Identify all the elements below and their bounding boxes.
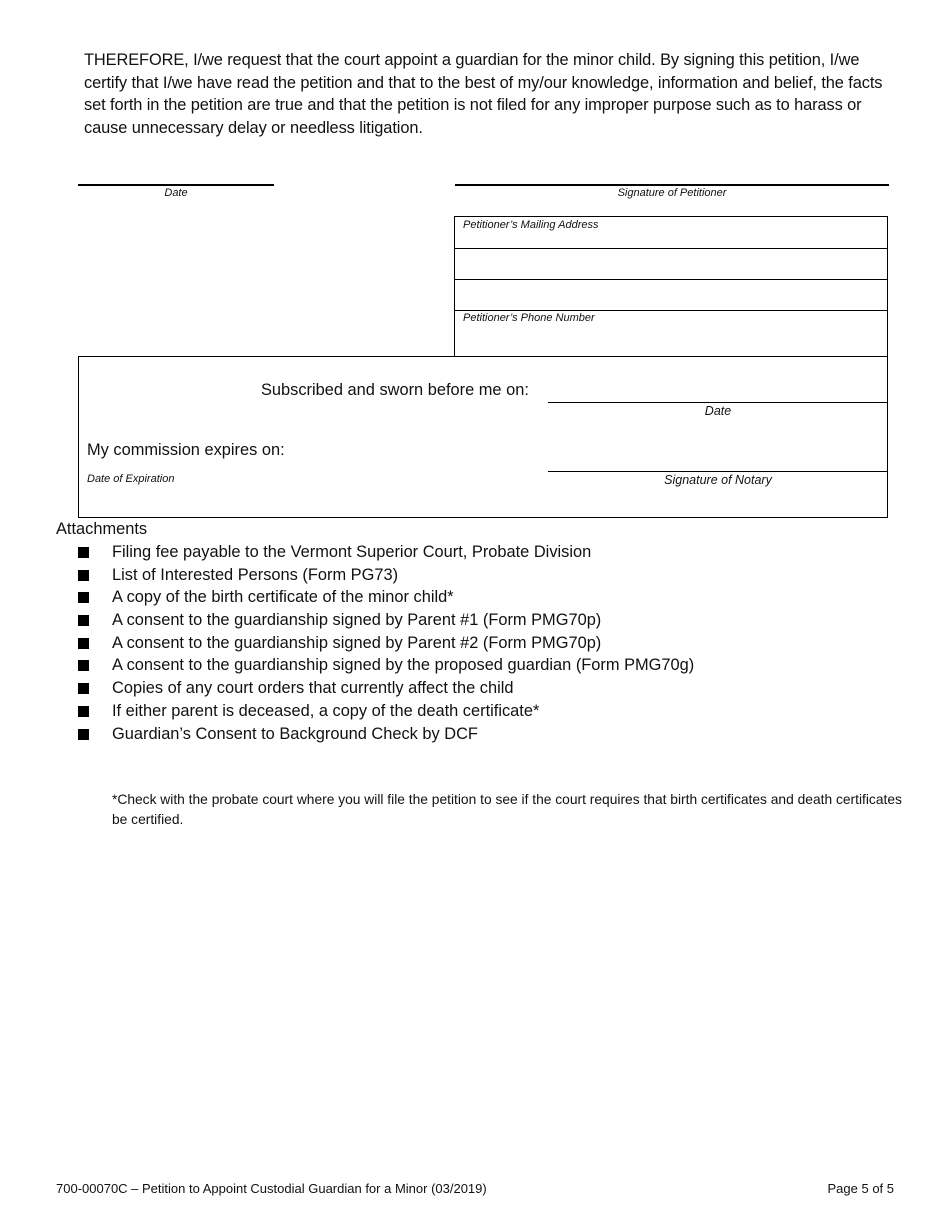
list-item: [78, 541, 694, 564]
footer-form-title: 700-00070C – Petition to Appoint Custodial Guardian for a Minor (03/2019): [56, 1181, 487, 1196]
commission-label: My commission expires on:: [87, 441, 285, 459]
expiration-label: Date of Expiration: [87, 473, 175, 485]
bullet-square-icon: [78, 615, 89, 626]
bullet-square-icon: [78, 683, 89, 694]
mailing-address-label: Petitioner’s Mailing Address: [463, 219, 599, 231]
attachments-title: Attachments: [56, 520, 148, 538]
attachment-text: A consent to the guardianship signed by Parent #2 (Form PMG70p): [112, 633, 602, 652]
certification-paragraph: THEREFORE, I/we request that the court appoint a guardian for the minor child. By signing this petition, I/we certify that I/we have read the petition and that to the best of my/our knowledge, information and belief, the facts set forth in the petition are true and that the petition is not filed for any improper purpose such as to harass or cause unnecessary delay or needless litigation.: [84, 51, 883, 137]
bullet-square-icon: [78, 660, 89, 671]
attachment-text: Copies of any court orders that currently affect the child: [112, 679, 514, 698]
sworn-date-line[interactable]: [548, 402, 888, 403]
petitioner-signature-label: Signature of Petitioner: [617, 187, 727, 199]
list-item: [78, 609, 694, 632]
list-item: [78, 654, 694, 677]
list-item: [78, 564, 694, 587]
bullet-square-icon: [78, 570, 89, 581]
bullet-square-icon: [78, 638, 89, 649]
notary-box: [78, 356, 888, 518]
attachment-text: List of Interested Persons (Form PG73): [112, 565, 399, 584]
notary-signature-label: Signature of Notary: [664, 473, 772, 487]
petitioner-contact-box: [454, 216, 888, 356]
list-item: [78, 586, 694, 609]
attachment-text: A consent to the guardianship signed by the proposed guardian (Form PMG70g): [112, 656, 695, 675]
phone-label: Petitioner’s Phone Number: [463, 312, 595, 324]
address-line-2[interactable]: [455, 279, 887, 280]
attachment-text: A copy of the birth certificate of the minor child*: [112, 588, 454, 607]
date-line[interactable]: [78, 184, 274, 186]
list-item: [78, 700, 694, 723]
attachment-text: Guardian’s Consent to Background Check by DCF: [112, 724, 478, 743]
notary-signature-line[interactable]: [548, 471, 888, 472]
bullet-square-icon: [78, 592, 89, 603]
bullet-square-icon: [78, 729, 89, 740]
petitioner-signature-line[interactable]: [455, 184, 889, 186]
footer-page-number: Page 5 of 5: [827, 1181, 894, 1196]
address-line-1[interactable]: [455, 248, 887, 249]
list-item: [78, 632, 694, 655]
list-item: [78, 723, 694, 746]
attachments-list: [78, 541, 694, 745]
attachment-text: A consent to the guardianship signed by Parent #1 (Form PMG70p): [112, 611, 602, 630]
phone-row[interactable]: [455, 310, 887, 311]
list-item: [78, 677, 694, 700]
bullet-square-icon: [78, 547, 89, 558]
certification-note: *Check with the probate court where you will file the petition to see if the court requires that birth certificates and death certificates be certified.: [112, 792, 902, 827]
subscribed-label: Subscribed and sworn before me on:: [261, 381, 529, 399]
attachment-text: Filing fee payable to the Vermont Superior Court, Probate Division: [112, 543, 592, 561]
bullet-square-icon: [78, 706, 89, 717]
sworn-date-label: Date: [704, 404, 732, 418]
attachment-text: If either parent is deceased, a copy of the death certificate*: [112, 701, 540, 720]
date-label: Date: [164, 187, 188, 199]
